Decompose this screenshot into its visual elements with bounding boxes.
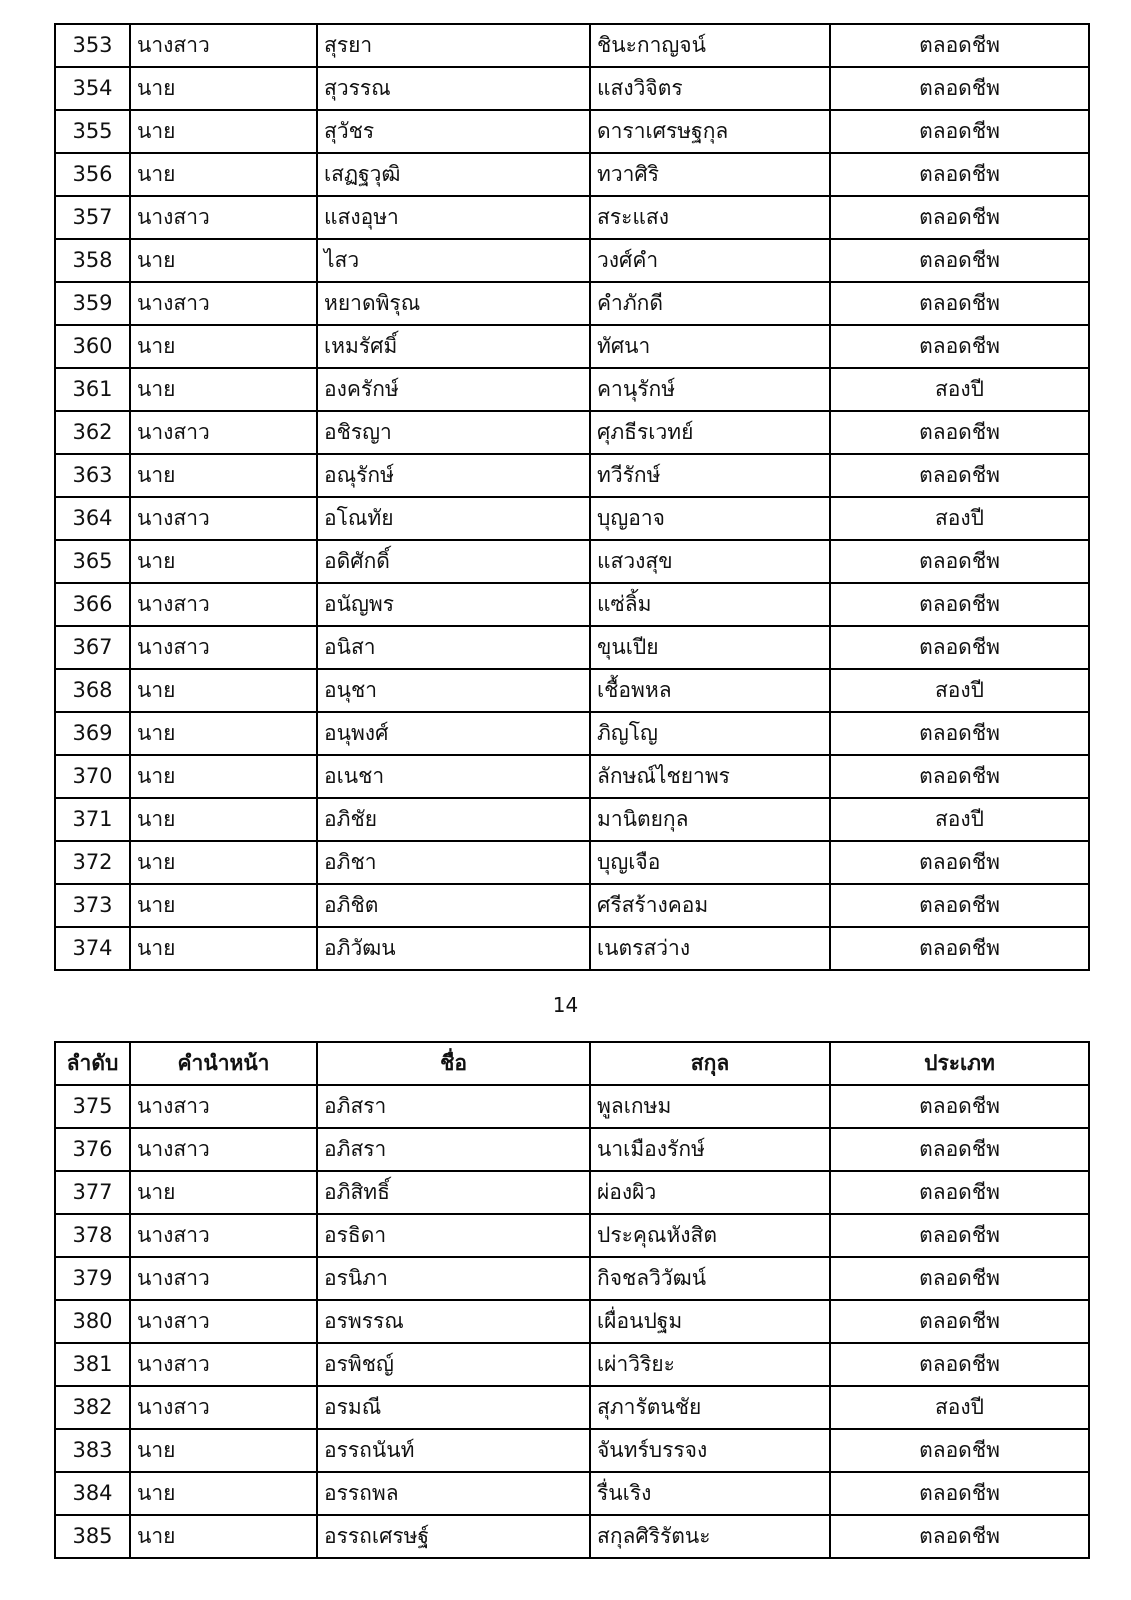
header-type: ประเภท: [830, 1042, 1089, 1085]
member-prefix: นางสาว: [130, 497, 317, 540]
member-number: 374: [55, 927, 130, 970]
member-first-name: องครักษ์: [317, 368, 590, 411]
member-first-name: สุวัชร: [317, 110, 590, 153]
member-number: 384: [55, 1472, 130, 1515]
member-number: 383: [55, 1429, 130, 1472]
table-row: [55, 1343, 1089, 1386]
member-first-name: อนุพงศ์: [317, 712, 590, 755]
member-last-name: แซ่ลิ้ม: [590, 583, 830, 626]
table-row: [55, 239, 1089, 282]
table-row: [55, 1257, 1089, 1300]
member-number: 373: [55, 884, 130, 927]
member-first-name: แสงอุษา: [317, 196, 590, 239]
member-number: 381: [55, 1343, 130, 1386]
member-prefix: นางสาว: [130, 1128, 317, 1171]
membership-type: ตลอดชีพ: [830, 1515, 1089, 1558]
table-row: [55, 454, 1089, 497]
member-first-name: อนุชา: [317, 669, 590, 712]
membership-type: ตลอดชีพ: [830, 411, 1089, 454]
member-prefix: นางสาว: [130, 1386, 317, 1429]
table-row: [55, 712, 1089, 755]
table-row: [55, 196, 1089, 239]
table-row: [55, 24, 1089, 67]
header-row: [55, 1042, 1089, 1085]
member-first-name: สุรยา: [317, 24, 590, 67]
member-number: 364: [55, 497, 130, 540]
member-first-name: อรรถนันท์: [317, 1429, 590, 1472]
member-number: 376: [55, 1128, 130, 1171]
member-last-name: เชื้อพหล: [590, 669, 830, 712]
table-row: [55, 1300, 1089, 1343]
member-prefix: นาย: [130, 110, 317, 153]
member-prefix: นางสาว: [130, 1300, 317, 1343]
member-last-name: ภิญโญ: [590, 712, 830, 755]
member-number: 362: [55, 411, 130, 454]
member-first-name: อณุรักษ์: [317, 454, 590, 497]
table-row: [55, 583, 1089, 626]
member-prefix: นาย: [130, 1429, 317, 1472]
member-prefix: นาย: [130, 712, 317, 755]
membership-type: ตลอดชีพ: [830, 196, 1089, 239]
membership-type: ตลอดชีพ: [830, 1128, 1089, 1171]
member-number: 382: [55, 1386, 130, 1429]
member-number: 385: [55, 1515, 130, 1558]
member-last-name: เนตรสว่าง: [590, 927, 830, 970]
member-last-name: จันทร์บรรจง: [590, 1429, 830, 1472]
member-first-name: อชิรญา: [317, 411, 590, 454]
member-prefix: นาย: [130, 1472, 317, 1515]
member-first-name: อภิสรา: [317, 1085, 590, 1128]
membership-type: ตลอดชีพ: [830, 1171, 1089, 1214]
member-number: 369: [55, 712, 130, 755]
member-prefix: นาย: [130, 798, 317, 841]
member-first-name: เสฏฐวุฒิ: [317, 153, 590, 196]
member-number: 356: [55, 153, 130, 196]
member-prefix: นางสาว: [130, 282, 317, 325]
member-prefix: นาย: [130, 540, 317, 583]
header-last-name: สกุล: [590, 1042, 830, 1085]
member-last-name: สุภารัตนชัย: [590, 1386, 830, 1429]
member-prefix: นาย: [130, 454, 317, 497]
member-last-name: ศรีสร้างคอม: [590, 884, 830, 927]
member-prefix: นางสาว: [130, 1085, 317, 1128]
member-last-name: ขุนเปีย: [590, 626, 830, 669]
member-first-name: อภิชา: [317, 841, 590, 884]
table-row: [55, 153, 1089, 196]
table-row: [55, 411, 1089, 454]
table-row: [55, 1128, 1089, 1171]
member-number: 375: [55, 1085, 130, 1128]
membership-type: ตลอดชีพ: [830, 1429, 1089, 1472]
member-last-name: มานิตยกุล: [590, 798, 830, 841]
page-number: 14: [552, 993, 579, 1017]
member-number: 365: [55, 540, 130, 583]
membership-type: ตลอดชีพ: [830, 540, 1089, 583]
table-row: [55, 368, 1089, 411]
membership-type: ตลอดชีพ: [830, 454, 1089, 497]
member-last-name: สกุลศิริรัตนะ: [590, 1515, 830, 1558]
member-number: 370: [55, 755, 130, 798]
membership-type: ตลอดชีพ: [830, 712, 1089, 755]
table-row: [55, 1472, 1089, 1515]
table-row: [55, 1171, 1089, 1214]
member-number: 367: [55, 626, 130, 669]
member-number: 361: [55, 368, 130, 411]
header-no: ลำดับ: [55, 1042, 130, 1085]
member-number: 353: [55, 24, 130, 67]
membership-type: ตลอดชีพ: [830, 884, 1089, 927]
membership-type: ตลอดชีพ: [830, 153, 1089, 196]
member-number: 354: [55, 67, 130, 110]
member-number: 368: [55, 669, 130, 712]
member-first-name: อโณทัย: [317, 497, 590, 540]
member-first-name: อนิสา: [317, 626, 590, 669]
member-first-name: สุวรรณ: [317, 67, 590, 110]
member-last-name: ผ่องผิว: [590, 1171, 830, 1214]
membership-type: ตลอดชีพ: [830, 67, 1089, 110]
member-first-name: อรนิภา: [317, 1257, 590, 1300]
membership-type: ตลอดชีพ: [830, 927, 1089, 970]
membership-type: ตลอดชีพ: [830, 1472, 1089, 1515]
table-row: [55, 282, 1089, 325]
member-table-header: [55, 1042, 1089, 1085]
member-last-name: บุญอาจ: [590, 497, 830, 540]
member-last-name: นาเมืองรักษ์: [590, 1128, 830, 1171]
member-prefix: นางสาว: [130, 1343, 317, 1386]
member-number: 359: [55, 282, 130, 325]
table-row: [55, 1085, 1089, 1128]
member-first-name: อรพรรณ: [317, 1300, 590, 1343]
member-first-name: อรธิดา: [317, 1214, 590, 1257]
member-prefix: นางสาว: [130, 24, 317, 67]
membership-type: ตลอดชีพ: [830, 239, 1089, 282]
member-prefix: นาย: [130, 368, 317, 411]
member-first-name: อนัญพร: [317, 583, 590, 626]
member-last-name: ทวาศิริ: [590, 153, 830, 196]
membership-type: ตลอดชีพ: [830, 282, 1089, 325]
member-last-name: บุญเจือ: [590, 841, 830, 884]
member-first-name: อรมณี: [317, 1386, 590, 1429]
member-number: 360: [55, 325, 130, 368]
member-last-name: ทวีรักษ์: [590, 454, 830, 497]
membership-type: ตลอดชีพ: [830, 1300, 1089, 1343]
table-row: [55, 1214, 1089, 1257]
membership-type: สองปี: [830, 1386, 1089, 1429]
header-first-name: ชื่อ: [317, 1042, 590, 1085]
member-prefix: นาย: [130, 841, 317, 884]
member-first-name: อภิสิทธิ์: [317, 1171, 590, 1214]
member-last-name: ศุภธีรเวทย์: [590, 411, 830, 454]
table-row: [55, 1515, 1089, 1558]
member-prefix: นาย: [130, 1171, 317, 1214]
membership-type: สองปี: [830, 497, 1089, 540]
table-row: [55, 1386, 1089, 1429]
membership-type: ตลอดชีพ: [830, 755, 1089, 798]
member-first-name: หยาดพิรุณ: [317, 282, 590, 325]
member-last-name: ดาราเศรษฐกุล: [590, 110, 830, 153]
member-number: 358: [55, 239, 130, 282]
table-row: [55, 755, 1089, 798]
member-last-name: พูลเกษม: [590, 1085, 830, 1128]
member-last-name: เผื่อนปฐม: [590, 1300, 830, 1343]
member-number: 363: [55, 454, 130, 497]
member-prefix: นาย: [130, 1515, 317, 1558]
membership-type: ตลอดชีพ: [830, 841, 1089, 884]
member-last-name: คานุรักษ์: [590, 368, 830, 411]
table-row: [55, 798, 1089, 841]
member-first-name: อภิสรา: [317, 1128, 590, 1171]
member-last-name: สระแสง: [590, 196, 830, 239]
membership-type: ตลอดชีพ: [830, 325, 1089, 368]
table-row: [55, 110, 1089, 153]
member-last-name: ทัศนา: [590, 325, 830, 368]
table-row: [55, 67, 1089, 110]
member-prefix: นาย: [130, 67, 317, 110]
member-prefix: นาย: [130, 325, 317, 368]
header-prefix: คำนำหน้า: [130, 1042, 317, 1085]
member-number: 380: [55, 1300, 130, 1343]
member-number: 378: [55, 1214, 130, 1257]
member-first-name: อภิชัย: [317, 798, 590, 841]
member-last-name: ลักษณ์ไชยาพร: [590, 755, 830, 798]
member-prefix: นางสาว: [130, 1257, 317, 1300]
member-last-name: เผ่าวิริยะ: [590, 1343, 830, 1386]
membership-type: สองปี: [830, 798, 1089, 841]
member-prefix: นาย: [130, 884, 317, 927]
member-number: 357: [55, 196, 130, 239]
membership-type: ตลอดชีพ: [830, 626, 1089, 669]
membership-type: สองปี: [830, 368, 1089, 411]
member-first-name: เหมรัศมิ์: [317, 325, 590, 368]
member-table-top: [54, 23, 1090, 971]
table-row: [55, 1429, 1089, 1472]
member-prefix: นาย: [130, 239, 317, 282]
membership-type: ตลอดชีพ: [830, 1085, 1089, 1128]
member-first-name: อรรถพล: [317, 1472, 590, 1515]
membership-type: ตลอดชีพ: [830, 1257, 1089, 1300]
member-prefix: นางสาว: [130, 626, 317, 669]
member-number: 377: [55, 1171, 130, 1214]
membership-type: ตลอดชีพ: [830, 1343, 1089, 1386]
member-number: 366: [55, 583, 130, 626]
table-row: [55, 669, 1089, 712]
member-prefix: นาย: [130, 669, 317, 712]
member-first-name: ไสว: [317, 239, 590, 282]
member-prefix: นางสาว: [130, 1214, 317, 1257]
member-table-top-body: [55, 24, 1089, 970]
member-last-name: กิจชลวิวัฒน์: [590, 1257, 830, 1300]
member-table-bottom: [54, 1041, 1090, 1559]
table-row: [55, 325, 1089, 368]
member-number: 372: [55, 841, 130, 884]
member-first-name: อเนชา: [317, 755, 590, 798]
membership-type: ตลอดชีพ: [830, 110, 1089, 153]
member-last-name: คำภักดี: [590, 282, 830, 325]
member-prefix: นาย: [130, 755, 317, 798]
member-last-name: ประคุณหังสิต: [590, 1214, 830, 1257]
table-row: [55, 540, 1089, 583]
member-prefix: นางสาว: [130, 196, 317, 239]
table-row: [55, 927, 1089, 970]
member-prefix: นาย: [130, 927, 317, 970]
table-row: [55, 626, 1089, 669]
member-number: 355: [55, 110, 130, 153]
membership-type: ตลอดชีพ: [830, 24, 1089, 67]
member-first-name: อดิศักดิ์: [317, 540, 590, 583]
member-number: 371: [55, 798, 130, 841]
membership-type: สองปี: [830, 669, 1089, 712]
member-last-name: ชินะกาญจน์: [590, 24, 830, 67]
table-row: [55, 841, 1089, 884]
member-number: 379: [55, 1257, 130, 1300]
member-first-name: อรพิชญ์: [317, 1343, 590, 1386]
member-table-bottom-body: [55, 1085, 1089, 1558]
table-row: [55, 497, 1089, 540]
table-row: [55, 884, 1089, 927]
member-first-name: อรรถเศรษฐ์: [317, 1515, 590, 1558]
member-last-name: แสงวิจิตร: [590, 67, 830, 110]
member-prefix: นางสาว: [130, 583, 317, 626]
membership-type: ตลอดชีพ: [830, 583, 1089, 626]
member-last-name: รื่นเริง: [590, 1472, 830, 1515]
member-first-name: อภิชิต: [317, 884, 590, 927]
membership-type: ตลอดชีพ: [830, 1214, 1089, 1257]
member-last-name: วงศ์คำ: [590, 239, 830, 282]
member-first-name: อภิวัฒน: [317, 927, 590, 970]
member-prefix: นาย: [130, 153, 317, 196]
member-last-name: แสวงสุข: [590, 540, 830, 583]
member-prefix: นางสาว: [130, 411, 317, 454]
